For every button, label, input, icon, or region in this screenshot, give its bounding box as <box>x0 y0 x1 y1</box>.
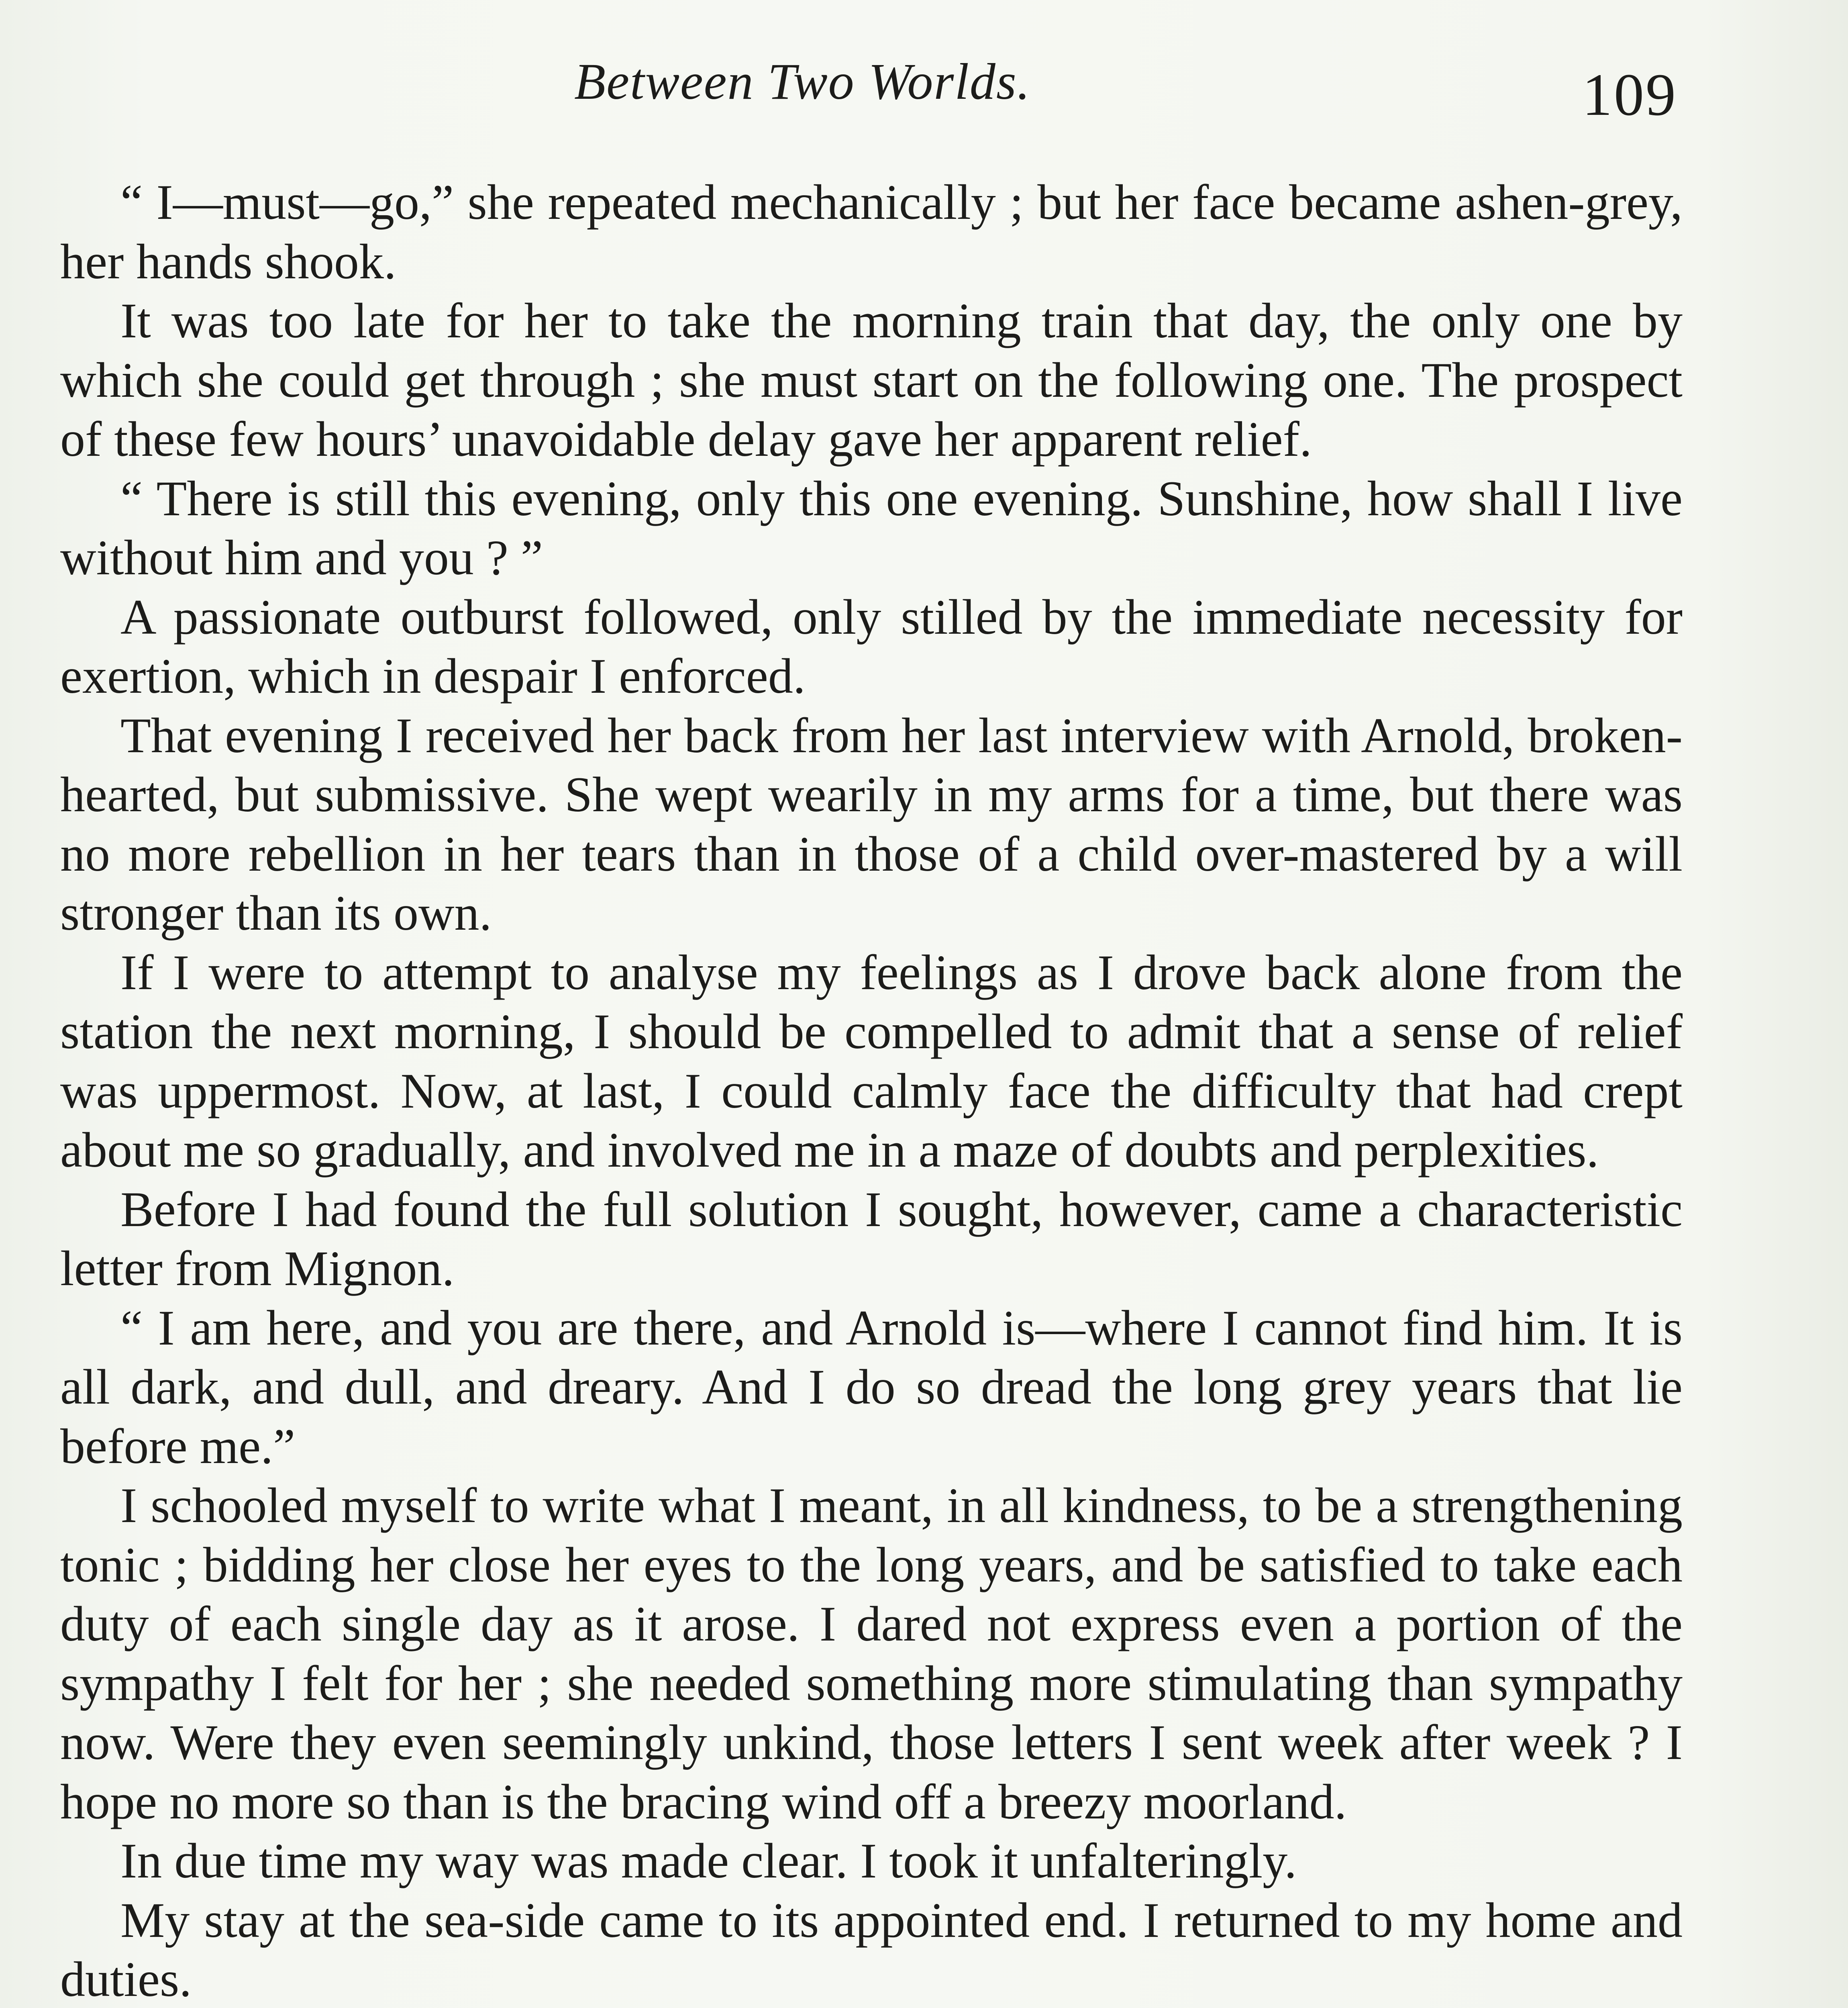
paragraph: In due time my way was made clear. I took it unfalteringly. <box>120 1833 1297 1888</box>
paragraph: “ There is still this evening, only this one evening. Sunshine, how shall I live without him and you ? ” <box>60 471 1683 585</box>
paragraph: “ I am here, and you are there, and Arnold is—where I cannot find him. It is all dark, and dull, and dreary. And I do so dread the long grey years that lie before me.” <box>60 1300 1683 1474</box>
paragraph: “ I—must—go,” she repeated mechanically ; but her face became ashen-grey, her hands shook. <box>60 175 1683 289</box>
page-number: 109 <box>1582 61 1677 128</box>
body-text <box>60 173 1683 2008</box>
paragraph: It was too late for her to take the morning train that day, the only one by which she could get through ; she must start on the following one. The prospect of these few hours’ unavoidable delay gave her apparent relief. <box>60 293 1683 467</box>
running-head: Between Two Worlds. <box>574 53 1031 110</box>
paragraph: A passionate outburst followed, only stilled by the immediate necessity for exertion, which in despair I enforced. <box>60 589 1683 704</box>
paragraph: That evening I received her back from her last interview with Arnold, broken-hearted, but submissive. She wept wearily in my arms for a time, but there was no more rebellion in her tears than in those of a child over-mastered by a will stronger than its own. <box>60 708 1683 941</box>
paragraph: I schooled myself to write what I meant, in all kindness, to be a strengthening tonic ; bidding her close her eyes to the long years, and be satisfied to take each duty of each single day as it arose. I dared not express even a portion of the sympathy I felt for her ; she needed something more stimulating than sympathy now. Were they even seemingly unkind, those letters I sent week after week ? I hope no more so than is the bracing wind off a breezy moorland. <box>60 1478 1683 1829</box>
paragraph: Before I had found the full solution I sought, however, came a characteristic letter from Mignon. <box>60 1182 1683 1296</box>
paragraph: If I were to attempt to analyse my feelings as I drove back alone from the station the next morning, I should be compelled to admit that a sense of relief was uppermost. Now, at last, I could calmly face the difficulty that had crept about me so gradually, and involved me in a maze of doubts and perplexities. <box>60 945 1683 1177</box>
paragraph: My stay at the sea-side came to its appointed end. I returned to my home and duties. <box>60 1892 1683 2007</box>
